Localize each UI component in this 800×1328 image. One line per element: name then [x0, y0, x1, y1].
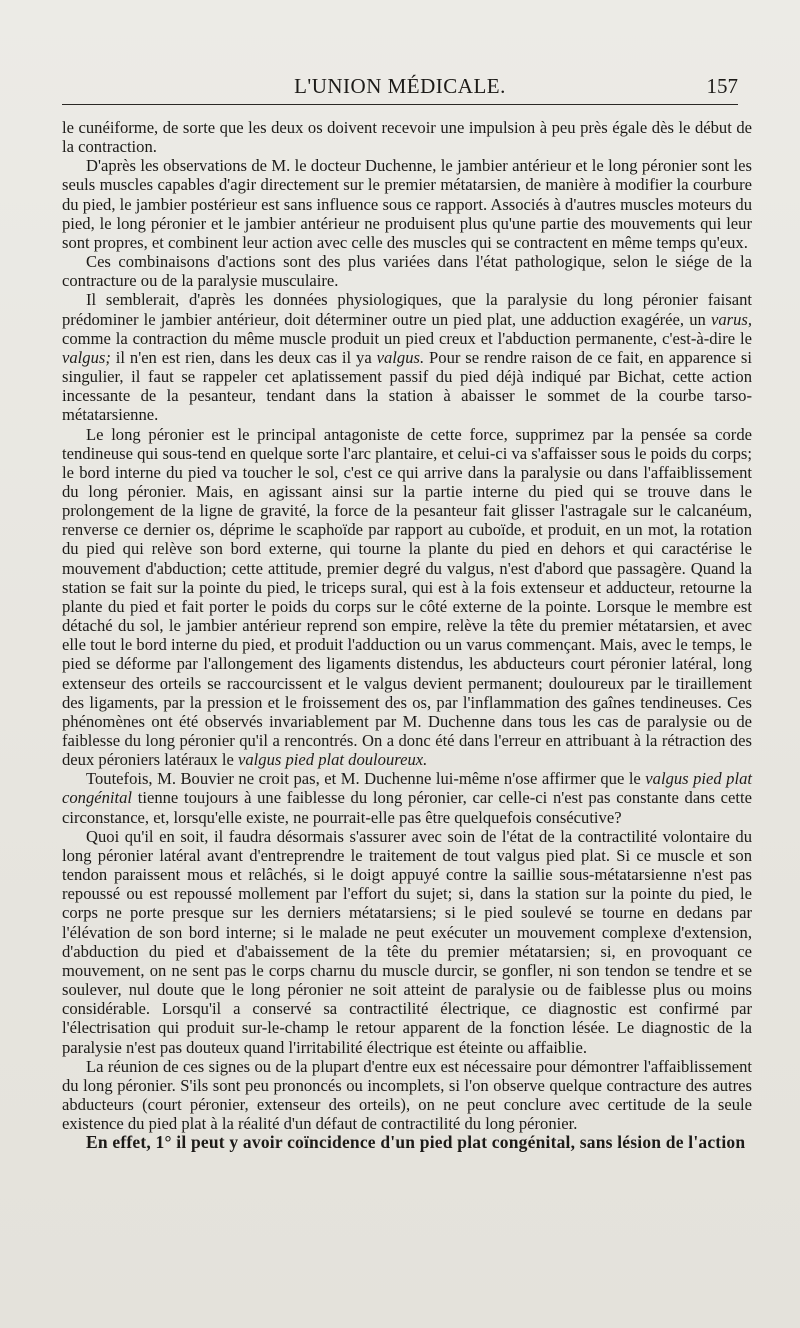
article-body [62, 118, 752, 1152]
page-header [60, 70, 740, 100]
paragraph-7: Quoi qu'il en soit, il faudra désormais s'assurer avec soin de l'état de la contractilité volontaire du long péronier latéral avant d'entreprendre le traitement de tout valgus pied plat. Si ce muscle et son tendon paraissent mous et relâchés, si le doigt appuyé contre la saillie sous-métatarsienne n'est pas repoussé ou est repoussé mollement par l'effort du sujet; si, dans la station sur la pointe du pied, le corps ne porte presque sur les derniers métatarsiens; si le pied soulevé se tourne en dedans par l'élévation de son bord interne; si le malade ne peut exécuter un mouvement complexe d'extension, d'abduction du pied et d'abaissement de la tête du premier métatarsien; si, en provoquant ce mouvement, on ne sent pas le corps charnu du muscle durcir, se gonfler, ni son tendon se tendre et se soulever, nul doute que le long péronier ne soit atteint de paralysie ou de faiblesse plus ou moins considérable. Lorsqu'il a conservé sa contractilité électrique, ce diagnostic est confirmé par l'électrisation qui produit sur-le-champ le retour apparent de la fonction lésée. Le diagnostic de la paralysie n'est pas douteux quand l'irritabilité électrique est éteinte ou affaiblie. [62, 826, 752, 1057]
paragraph-1: le cunéiforme, de sorte que les deux os doivent recevoir une impulsion à peu près égale dès le début de la contraction. [62, 118, 752, 157]
paragraph-4-text-3: il n'en est rien, dans les deux cas il ya [110, 347, 377, 367]
paragraph-5 [62, 425, 752, 770]
paragraph-4-text-2: comme la contraction du même muscle produit un pied creux et l'abduction permanente, c'est-à-dire le [62, 328, 752, 348]
paragraph-6-text-2: tienne toujours à une faiblesse du long péronier, car celle-ci n'est pas constante dans cette circonstance, et, lorsqu'elle existe, ne pourrait-elle pas être quelquefois consécutive? [62, 788, 752, 827]
italic-valgus-2: valgus. [376, 347, 425, 367]
paragraph-5-text-1: Le long péronier est le principal antagoniste de cette force, supprimez par la pensée sa corde tendineuse qui sous-tend en quelque sorte l'arc plantaire, et celui-ci va s'affaisser sous le poids du corps; le bord interne du pied va toucher le sol, c'est ce qui arrive dans la paralysie ou dans l'affaiblissement du long péronier. Mais, en agissant ainsi sur la partie interne du pied qui se trouve dans le prolongement de la ligne de gravité, la force de la pesanteur fait glisser l'astragale sur le calcanéum, renverse ce dernier os, déprime le scaphoïde par rapport au cuboïde, et produit, en un mot, la rotation du pied qui relève son bord externe, qui tourne la plante du pied en dehors et qui caractérise le mouvement d'abduction; cette attitude, premier degré du valgus, n'est d'abord que passagère. Quand la station se fait sur la pointe du pied, le triceps sural, qui est à la fois extenseur et adducteur, retourne la plante du pied et fait porter le poids du corps sur le côté externe de la pointe. Lorsque le membre est détaché du sol, le jambier antérieur reprend son empire, relève la tête du premier métatarsien, et avec elle tout le bord interne du pied, et produit l'adduction ou un varus commençant. Mais, avec le temps, le pied se déforme par l'allongement des ligaments distendus, les abducteurs court péronier latéral, long extenseur des orteils se raccourcissent et le valgus devient permanent; douloureux par le tiraillement des ligaments, par la pression et le froissement des os, par l'inflammation des gaînes tendineuses. Ces phénomènes ont été observés invariablement par M. Duchenne dans tous les cas de paralysie ou de faiblesse du long péronier qu'il a rencontrés. On a donc été dans l'erreur en attribuant à la rétraction des deux péroniers latéraux le [62, 424, 752, 770]
running-title: L'UNION MÉDICALE. [294, 74, 506, 98]
page-number: 157 [706, 74, 738, 98]
paragraph-6 [62, 769, 752, 826]
header-rule [62, 104, 738, 105]
paragraph-8: La réunion de ces signes ou de la plupart d'entre eux est nécessaire pour démontrer l'affaiblissement du long péronier. S'ils sont peu prononcés ou incomplets, si l'on observe quelque contracture des autres abducteurs (court péronier, extenseur des orteils), on ne peut conclure avec certitude de la seule existence du pied plat à la réalité d'un défaut de contractilité du long péronier. [62, 1056, 752, 1134]
italic-valgus-pied-plat-douloureux: valgus pied plat douloureux. [238, 750, 428, 770]
italic-valgus-pied-plat-congenital: valgus pied plat congénital [62, 769, 752, 808]
paragraph-4-text-4: Pour se rendre raison de ce fait, en apparence si singulier, il faut se rappeler cet aplatissement passif du pied déjà indiqué par Bichat, cette action incessante de la pesanteur, tendant dans la station à abaisser le sommet de la courbe tarso-métatarsienne. [62, 347, 752, 425]
paragraph-4 [62, 290, 752, 424]
paragraph-4-text-1: Il semblerait, d'après les données physiologiques, que la paralysie du long péronier faisant prédominer le jambier antérieur, doit déterminer outre un pied plat, une adduction exagérée, un [62, 290, 752, 329]
italic-varus: varus, [710, 309, 752, 329]
paragraph-2: D'après les observations de M. le docteur Duchenne, le jambier antérieur et le long péronier sont les seuls muscles capables d'agir directement sur le premier métatarsien, de manière à modifier la courbure du pied, le jambier postérieur est sans influence sous ce rapport. Associés à d'autres muscles moteurs du pied, le long péronier et le jambier antérieur ne produisent plus qu'une partie des mouvements qui leur sont propres, et combinent leur action avec celle des muscles qui se contractent en même temps qu'eux. [62, 156, 752, 252]
paragraph-6-text-1: Toutefois, M. Bouvier ne croit pas, et M. Duchenne lui-même n'ose affirmer que le [86, 769, 646, 789]
italic-valgus-1: valgus; [62, 347, 111, 367]
paragraph-9: En effet, 1° il peut y avoir coïncidence d'un pied plat congénital, sans lésion de l'action [86, 1132, 746, 1153]
paragraph-3: Ces combinaisons d'actions sont des plus variées dans l'état pathologique, selon le siége de la contracture ou de la paralysie musculaire. [62, 252, 752, 291]
